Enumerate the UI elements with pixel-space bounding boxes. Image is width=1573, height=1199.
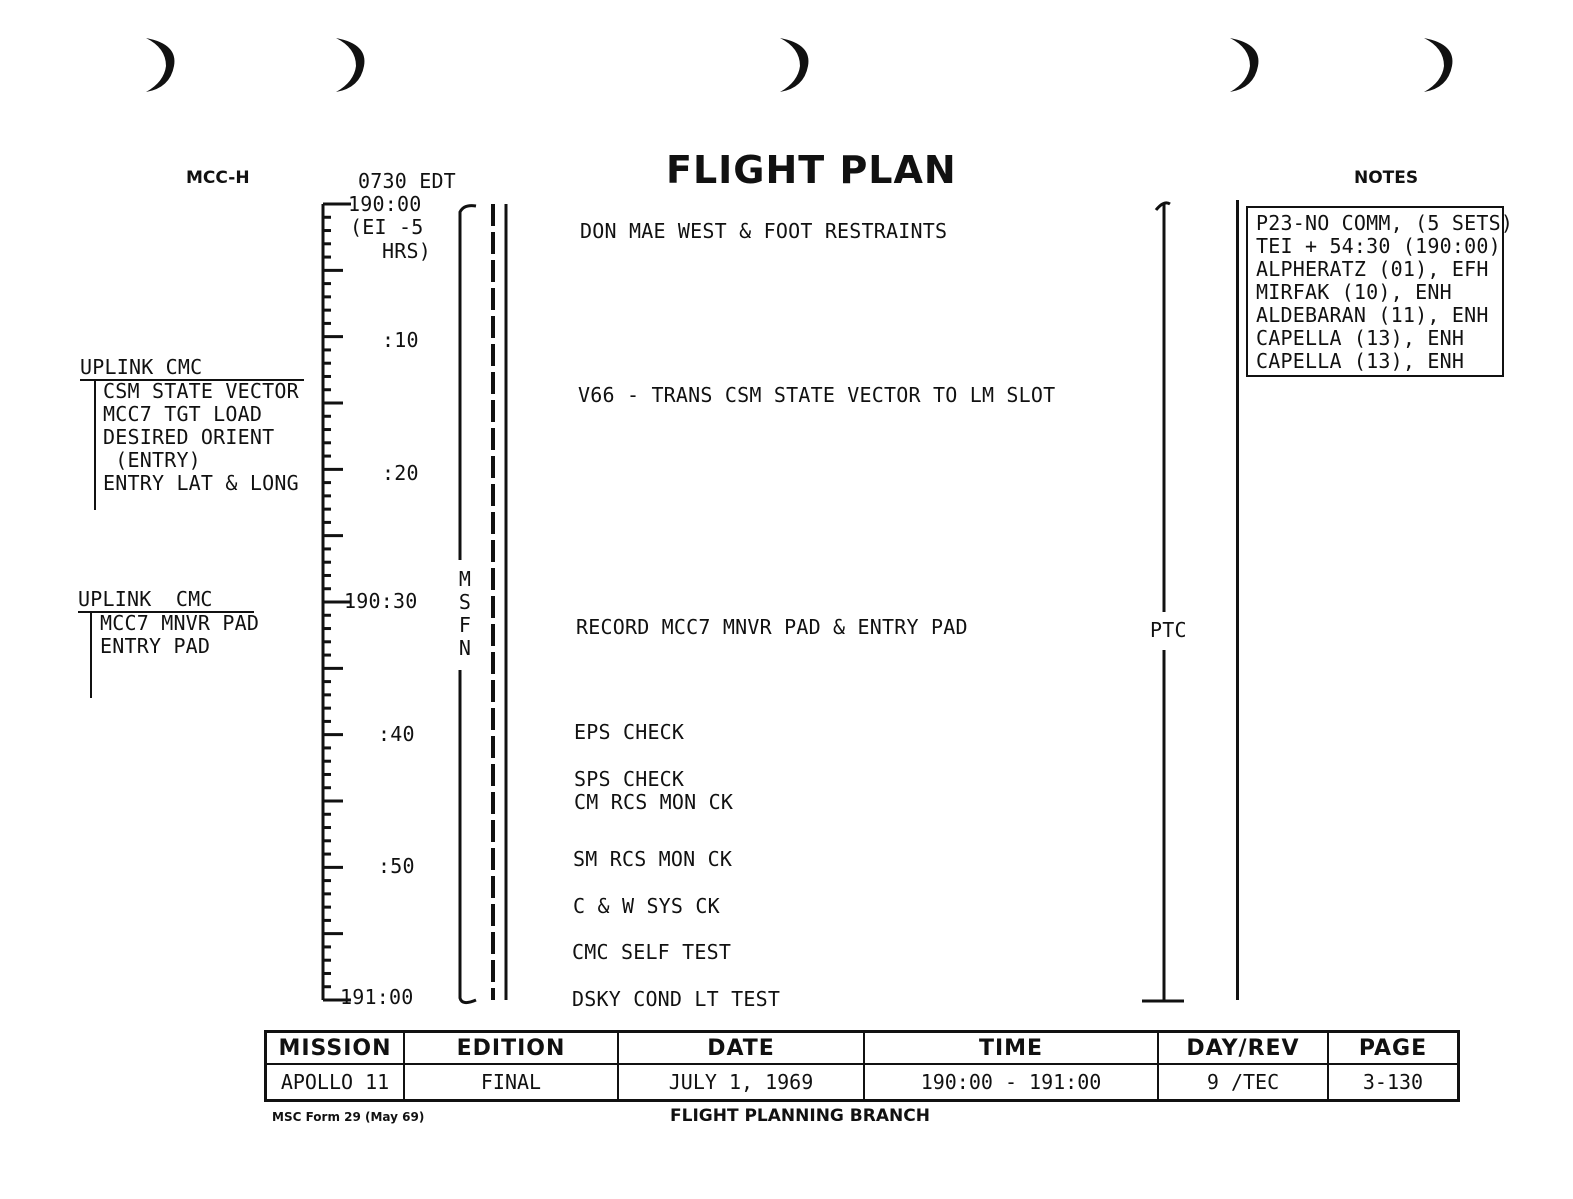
footer-header-date: DATE	[619, 1033, 865, 1065]
activity-item: EPS CHECK	[574, 720, 685, 744]
footer-header-mission: MISSION	[267, 1033, 405, 1065]
footer-value-date: JULY 1, 1969	[619, 1065, 865, 1099]
time-tick-label: :50	[378, 854, 415, 878]
activity-item: SPS CHECK	[574, 767, 685, 791]
activity-item: SM RCS MON CK	[573, 847, 733, 871]
binder-hole	[138, 34, 182, 94]
notes-box	[1246, 206, 1514, 377]
note-line: CAPELLA (13), ENH	[1256, 349, 1465, 373]
note-line: ALDEBARAN (11), ENH	[1256, 303, 1489, 327]
footer-value-edition: FINAL	[405, 1065, 619, 1099]
ptc-span-line	[1140, 198, 1188, 1008]
footer-header-edition: EDITION	[405, 1033, 619, 1065]
page-title: FLIGHT PLAN	[666, 148, 957, 192]
branch-label: FLIGHT PLANNING BRANCH	[670, 1106, 930, 1126]
footer-header-time: TIME	[865, 1033, 1159, 1065]
notes-divider	[1236, 200, 1239, 1000]
footer-value-time: 190:00 - 191:00	[865, 1065, 1159, 1099]
comm-coverage-line	[488, 204, 512, 1004]
activity-item: DON MAE WEST & FOOT RESTRAINTS	[580, 219, 948, 243]
uplink-header: UPLINK CMC	[80, 356, 304, 381]
uplink-item: DESIRED ORIENT	[103, 425, 275, 449]
footer-header-page: PAGE	[1329, 1033, 1457, 1065]
binder-hole	[1416, 34, 1460, 94]
uplink-item: CSM STATE VECTOR	[103, 379, 299, 403]
activity-item: DSKY COND LT TEST	[572, 987, 781, 1011]
time-start-note: HRS)	[382, 239, 431, 263]
uplink-block	[90, 612, 259, 698]
msfn-label: MSFN	[458, 567, 472, 660]
footer-value-page: 3-130	[1362, 1070, 1424, 1094]
time-zone-label: 0730 EDT	[358, 169, 456, 193]
footer-header-day-rev: DAY/REV	[1159, 1033, 1329, 1065]
binder-hole	[1222, 34, 1266, 94]
uplink-block	[94, 380, 299, 510]
binder-hole	[772, 34, 816, 94]
mcc-h-label: MCC-H	[186, 168, 250, 188]
footer-value-mission: APOLLO 11	[267, 1065, 405, 1099]
note-line: CAPELLA (13), ENH	[1256, 326, 1465, 350]
uplink-item: ENTRY PAD	[100, 634, 211, 658]
activity-item: CMC SELF TEST	[572, 940, 732, 964]
form-label: MSC Form 29 (May 69)	[272, 1110, 425, 1124]
note-line: P23-NO COMM, (5 SETS)	[1256, 211, 1514, 235]
time-tick-label: 191:00	[340, 985, 414, 1009]
note-line: MIRFAK (10), ENH	[1256, 280, 1452, 304]
uplink-header: UPLINK CMC	[78, 588, 254, 613]
uplink-item: (ENTRY)	[103, 448, 201, 472]
notes-label: NOTES	[1354, 168, 1419, 188]
time-tick-label: :10	[382, 328, 419, 352]
uplink-item: MCC7 TGT LOAD	[103, 402, 263, 426]
footer-table	[264, 1030, 1460, 1102]
footer-value-day-rev: 9 /TEC	[1159, 1065, 1329, 1099]
activity-item: V66 - TRANS CSM STATE VECTOR TO LM SLOT	[578, 383, 1056, 407]
time-tick-label: 190:30	[344, 589, 418, 613]
time-tick-label: :20	[382, 461, 419, 485]
binder-hole	[328, 34, 372, 94]
time-start-label: 190:00	[348, 192, 422, 216]
activity-item: CM RCS MON CK	[574, 790, 734, 814]
ptc-label: PTC	[1150, 618, 1187, 642]
uplink-item: ENTRY LAT & LONG	[103, 471, 299, 495]
time-tick-label: :40	[378, 722, 415, 746]
uplink-item: MCC7 MNVR PAD	[100, 611, 260, 635]
note-line: TEI + 54:30 (190:00)	[1256, 234, 1501, 258]
activity-item: RECORD MCC7 MNVR PAD & ENTRY PAD	[576, 615, 968, 639]
time-start-note: (EI -5	[350, 215, 424, 239]
note-line: ALPHERATZ (01), EFH	[1256, 257, 1489, 281]
activity-item: C & W SYS CK	[573, 894, 720, 918]
